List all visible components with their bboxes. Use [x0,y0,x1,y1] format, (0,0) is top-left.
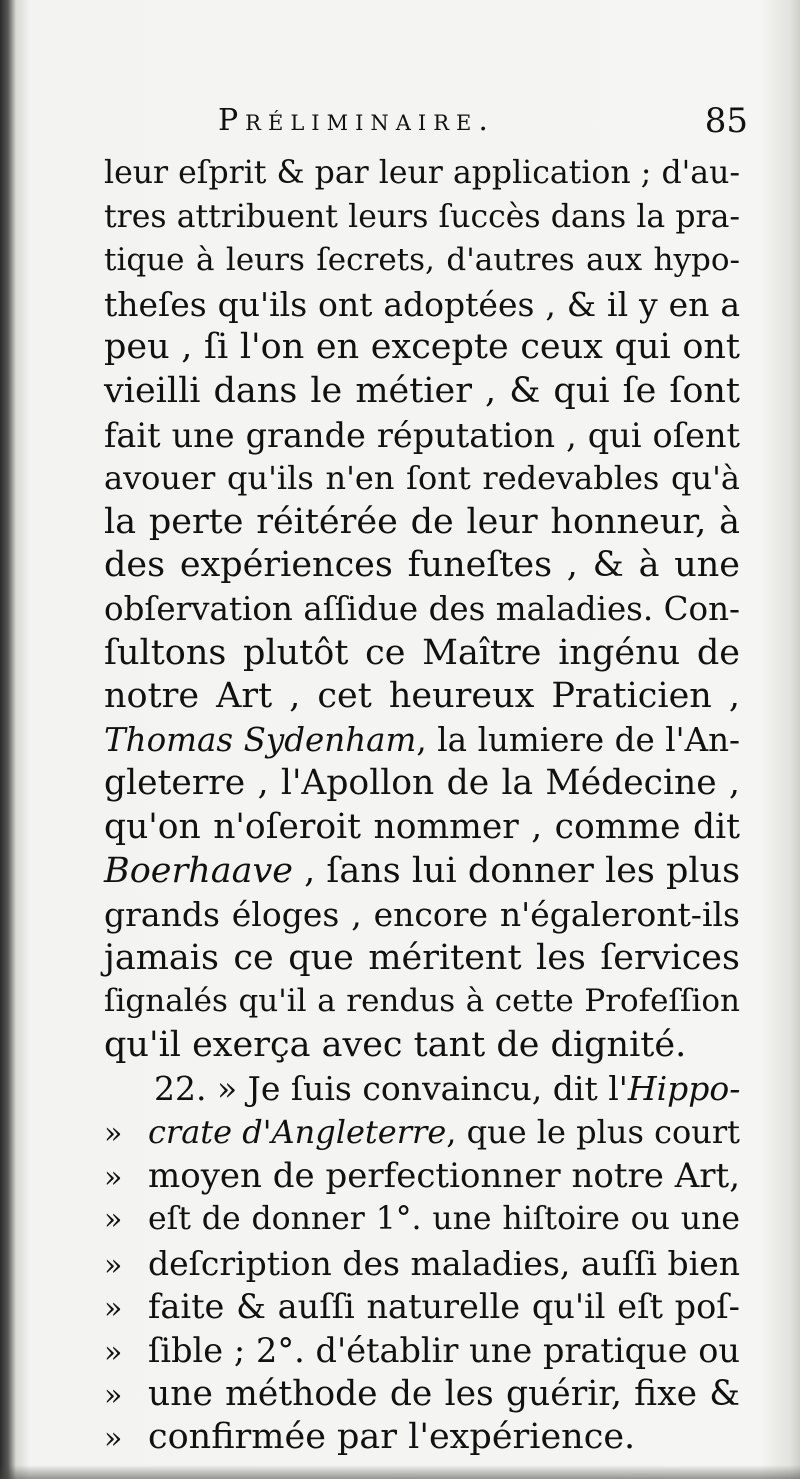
quote-line [104,1111,740,1155]
author-name-hippocrate: Hippo- [627,1069,741,1109]
guillemet-marker: » [104,1377,123,1413]
text-line: gleterre , l'Apollon de la Médecine , [104,763,740,804]
text-line: fait une grande réputation , qui oſent [104,415,740,455]
text-line: ſignalés qu'il a rendus à cette Profeſſion [104,983,740,1020]
italic-span: crate d'Angleterre [148,1113,447,1152]
author-name-boerhaave: Boerhaave [104,850,293,891]
guillemet-marker: » [104,1159,123,1195]
text-line [104,719,740,763]
quote-line [104,1155,740,1199]
text-line: qu'on n'oſeroit nommer , comme dit [104,806,740,847]
text-line: leur eſprit & par leur application ; d'au- [104,155,740,191]
text-line: tique à leurs ſecrets, d'autres aux hypo- [104,242,740,279]
quote-line [104,1242,740,1286]
text-line: jamais ce que méritent les ſervices [104,937,740,978]
text-span: moyen de perfectionner notre Art, [148,1155,740,1196]
text-span: ſible ; 2°. d'établir une pratique ou [148,1331,740,1371]
text-span: confirmée par l'expérience. [148,1417,636,1458]
text-line: ſultons plutôt ce Maître ingénu de [104,632,740,673]
text-span: deſcription des maladies, auſſi bien [148,1243,740,1283]
text-line [104,850,740,894]
text-line: notre Art , cet heureux Praticien , [104,676,740,717]
quote-line [104,1329,740,1373]
guillemet-marker: » [104,1421,123,1457]
text-line: des expériences funeſtes , & à une [104,545,740,586]
text-line: grands éloges , encore n'égaleront-ils [104,895,740,935]
text-line: peu , ſi l'on en excepte ceux qui ont [104,327,740,368]
page-header [218,96,748,146]
quote-line [104,1373,740,1417]
text-span: faite & auſſi naturelle qu'il eſt poſ- [148,1287,740,1327]
quote-line [104,1198,740,1242]
running-head: Préliminaire. [218,103,495,138]
guillemet-marker: » [104,1291,123,1327]
quote-line [104,1416,740,1460]
author-name-sydenham: Thomas Sydenham [104,720,417,759]
guillemet-marker: » [104,1116,123,1152]
text-line: obſervation aſſidue des maladies. Con- [104,589,740,628]
text-span: eſt de donner 1°. une hiſtoire ou une [148,1201,740,1238]
text-span: une méthode de les guérir, fixe & [148,1373,740,1414]
text-line: vieilli dans le métier , & qui ſe ſont [104,370,740,411]
text-line: tres attribuent leurs ſuccès dans la pra- [104,198,740,235]
guillemet-marker: » [104,1247,123,1283]
quote-opening-line [104,1067,740,1111]
text-span: 22. » Je ſuis convaincu, dit l' [154,1069,628,1109]
text-span: , la lumiere de l'An- [416,720,740,759]
text-line: avouer qu'ils n'en ſont redevables qu'à [104,459,740,498]
body-text [104,152,740,1460]
paragraph-end-line: qu'il exerça avec tant de dignité. [104,1024,687,1065]
text-span: , que le plus court [446,1113,741,1152]
guillemet-marker: » [104,1335,123,1371]
quote-line [104,1285,740,1329]
text-line: la perte réitérée de leur honneur, à [104,501,740,542]
page-number: 85 [704,101,748,141]
text-span: , ſans lui donner les plus [293,850,741,891]
text-line: theſes qu'ils ont adoptées , & il y en a [104,284,740,324]
guillemet-marker: » [104,1202,123,1238]
